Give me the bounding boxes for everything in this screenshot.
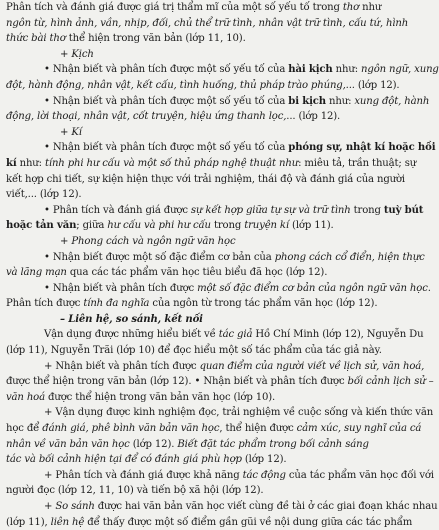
- italic-text: tính đa nghĩa: [83, 298, 150, 310]
- text-line: [6, 203, 424, 219]
- bold-text: hài kịch: [288, 64, 333, 76]
- italic-text: + Kịch: [60, 48, 94, 60]
- italic-text: tác giả: [218, 329, 253, 341]
- bold-text: phóng sự, nhật kí hoặc hồi: [288, 142, 436, 154]
- italic-text: ngôn từ, hình ảnh, vần, nhịp, đối, chủ thể trữ tình, nhân vật trữ tình, cấu tứ, hình: [6, 17, 409, 29]
- text-line: [6, 515, 413, 530]
- body-text: được thể hiện trong văn bản văn học (lớp 10).: [44, 391, 276, 403]
- text-line: [6, 499, 438, 515]
- body-text: của ngôn từ trong tác phẩm văn học (lớp 12).: [149, 298, 378, 310]
- body-text: .: [427, 282, 431, 294]
- italic-text: tính phi hư cấu và một số thủ pháp nghệ thuật như: [44, 157, 299, 169]
- body-text: , thể hiện được: [219, 423, 297, 435]
- italic-text: Biết đặt tác phẩm trong bối cảnh sáng: [177, 438, 369, 450]
- body-text: Phân tích được: [6, 298, 84, 310]
- text-line: [6, 31, 398, 47]
- body-text: thể hiện trong văn bản (lớp 11, 10).: [65, 33, 246, 45]
- bold-text: bi kịch: [288, 95, 326, 107]
- body-text: + Phân tích và đánh giá được khả năng: [44, 469, 243, 481]
- body-text: (lớp 11), Nguyễn Trãi (lớp 10) để đọc hiểu một số tác phẩm của tác giả này.: [6, 345, 382, 357]
- text-line: [6, 296, 398, 312]
- body-text: • Nhận biết được một số đặc điểm cơ bản của: [44, 251, 275, 263]
- text-line: [6, 483, 398, 499]
- text-line: [6, 140, 436, 156]
- text-line: [6, 390, 398, 406]
- text-line: [6, 405, 434, 421]
- text-line: [6, 265, 398, 281]
- text-line: [6, 421, 422, 437]
- italic-text: liên hệ: [50, 516, 85, 528]
- text-line: [6, 468, 434, 484]
- italic-text: xung đột, hành: [354, 95, 430, 107]
- text-line: [6, 343, 398, 359]
- body-text: • Phân tích và đánh giá được: [44, 204, 191, 216]
- italic-text: cảm xúc, suy nghĩ của cá: [296, 423, 422, 435]
- italic-text: tác và bối cảnh hiện tại để có đánh giá phù hợp: [6, 454, 242, 466]
- body-text: như:: [16, 157, 45, 169]
- italic-text: tác động: [242, 469, 286, 481]
- body-text: học để: [6, 423, 43, 435]
- body-text: như: [359, 2, 382, 13]
- body-text: Phân tích và đánh giá được giá trị thẩm mĩ của một số yếu tố trong: [6, 2, 343, 13]
- italic-text: đột, hành động, nhân vật, kết cấu, tình huống, thủ pháp trào phúng,: [6, 79, 346, 91]
- text-line: [6, 187, 398, 203]
- text-line: [6, 452, 398, 468]
- body-text: người đọc (lớp 12, 11, 10) và tiến bộ xã hội (lớp 12).: [6, 485, 264, 497]
- italic-text: quan điểm của người viết về lịch sử, văn hoá,: [199, 360, 425, 372]
- text-line: [6, 125, 398, 141]
- italic-text: động, lời thoại, nhân vật, cốt truyện, hiệu ứng thanh lọc,: [6, 111, 287, 123]
- body-text: : miêu tả, trần thuật; sự: [298, 157, 417, 169]
- bold-text: hoặc tản văn: [6, 220, 77, 232]
- body-text: ... (lớp 12).: [345, 79, 400, 91]
- text-line: [6, 16, 409, 32]
- body-text: • Nhận biết và phân tích được một số yếu tố của: [44, 142, 289, 154]
- body-text: + Nhận biết và phân tích được: [44, 360, 200, 372]
- bold-text: kí: [6, 157, 17, 169]
- body-text: của tác phẩm văn học đối với: [285, 469, 434, 481]
- bold-text: – Liên hệ, so sánh, kết nối: [60, 313, 203, 325]
- italic-text: đánh giá, phê bình văn bản văn học: [42, 423, 220, 435]
- italic-text: phong cách cổ điển, hiện thực: [274, 251, 425, 263]
- body-text: như:: [332, 64, 362, 76]
- body-text: • Nhận biết và phân tích được: [194, 376, 348, 388]
- text-line: [6, 218, 398, 234]
- body-text: • Nhận biết và phân tích được: [44, 282, 198, 294]
- text-line: [6, 250, 425, 266]
- italic-text: bối cảnh lịch sử –: [347, 376, 434, 388]
- body-text: trong: [210, 220, 245, 232]
- text-line: [6, 359, 425, 375]
- body-text: ... (lớp 12).: [286, 111, 341, 123]
- italic-text: thơ: [342, 2, 360, 13]
- body-text: Hồ Chí Minh (lớp 12), Nguyễn Du: [252, 329, 424, 341]
- body-text: (lớp 12).: [241, 454, 287, 466]
- text-line: [6, 109, 398, 125]
- italic-text: sự kết hợp giữa tự sự và trữ tình: [190, 204, 351, 216]
- body-text: trong: [350, 204, 384, 216]
- text-line: [6, 78, 398, 94]
- body-text: (lớp 11),: [6, 516, 51, 528]
- italic-text: ngôn ngữ, xung: [361, 64, 439, 76]
- body-text: qua các tác phẩm văn học tiêu biểu đã học (lớp 12).: [66, 267, 328, 279]
- body-text: + Vận dụng được kinh nghiệm đọc, trải nghiệm về cuộc sống và kiến thức văn: [44, 407, 434, 419]
- text-line: [6, 327, 424, 343]
- text-line: [6, 62, 439, 78]
- body-text: +: [44, 501, 56, 512]
- text-line: [6, 374, 434, 390]
- italic-text: thức bài thơ: [6, 33, 66, 45]
- body-text: viết,... (lớp 12).: [6, 189, 82, 201]
- body-text: (lớp 11).: [288, 220, 334, 232]
- text-line: [6, 94, 430, 110]
- text-line: [6, 281, 431, 297]
- text-line: [6, 234, 398, 250]
- italic-text: hư cấu và phi hư cấu: [107, 220, 211, 232]
- italic-text: + Kí: [60, 126, 82, 138]
- italic-text: văn hoá: [6, 391, 45, 403]
- italic-text: truyện kí: [244, 220, 289, 232]
- text-line: [6, 172, 405, 188]
- italic-text: và lãng mạn: [6, 267, 67, 279]
- bold-text: tuỳ bút: [383, 204, 424, 216]
- italic-text: + Phong cách và ngôn ngữ văn học: [60, 235, 236, 247]
- body-text: ; giữa: [76, 220, 108, 232]
- text-line: [6, 156, 417, 172]
- body-text: Vận dụng được những hiểu biết về: [44, 329, 219, 341]
- body-text: • Nhận biết và phân tích được một số yếu tố của: [44, 64, 289, 76]
- text-line: [6, 437, 398, 453]
- italic-text: một số đặc điểm cơ bản của ngôn ngữ văn học: [197, 282, 428, 294]
- italic-text: nhân về văn bản văn học: [6, 438, 130, 450]
- body-text: được thể hiện trong văn bản (lớp 12).: [6, 376, 195, 388]
- italic-text: So sánh: [55, 501, 95, 512]
- body-text: kết hợp chi tiết, sự kiện hiện thực với trải nghiệm, thái độ và đánh giá của người: [6, 173, 405, 185]
- body-text: được hai văn bản văn học viết cùng đề tài ở các giai đoạn khác nhau: [94, 501, 438, 512]
- text-line: [6, 312, 398, 328]
- body-text: như:: [325, 95, 355, 107]
- body-text: (lớp 12).: [129, 438, 178, 450]
- text-line: [6, 47, 398, 63]
- body-text: • Nhận biết và phân tích được một số yếu tố của: [44, 95, 289, 107]
- body-text: để thấy được một số điểm gần gũi về nội dung giữa các tác phẩm: [84, 516, 413, 528]
- text-line: [6, 0, 398, 16]
